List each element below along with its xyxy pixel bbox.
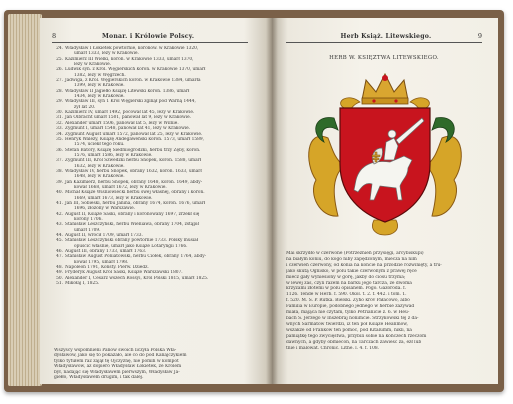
paragraph-line: Wszyscy wspomnieni Panów swoich liczyła Polska Wła- — [54, 348, 177, 353]
entry-text: August II, wrócił 1709, umarł 1733. — [65, 233, 143, 239]
entry-text: Władysław III, syn 1 Król Węgierski zginął pod Warną 1444, — [65, 99, 196, 105]
paragraph-line: Familia w Europie, podobnego jednego w herbie zażywad — [286, 304, 415, 310]
entry-continuation: 1399, leży w Krakowie. — [74, 83, 125, 89]
entry-continuation: umarł 1333, leży w Krakowie. — [74, 51, 139, 57]
entry-number: 42. — [56, 211, 63, 217]
entry-number: 50. — [56, 275, 63, 281]
entry-continuation: opuścić właśnie, umarł jako Książe Lotaryngii 1766. — [74, 243, 188, 249]
entry-number: 39. — [56, 179, 63, 185]
entry-text: Ludwik syn. z Król. Węgierskich koron. w Krakowie 1370, umarł — [65, 67, 206, 73]
entry-text: Władysław IV, herbu Snopek, obrany 1632, koron. 1633, umarł — [65, 168, 202, 174]
entry-continuation: leży w Krakowie. — [74, 62, 111, 68]
entry-text: Fryderyk August Król Saski, Książe Warszawski 1807. — [65, 270, 183, 276]
entry-number: 33. — [56, 126, 63, 132]
paragraph-line: krzyżami złotemi w polu opisanem. Pogo. Gazoroda. f. — [286, 286, 406, 292]
crown — [362, 74, 408, 104]
entry-text: Mikołaj I, 1825. — [65, 281, 100, 287]
entry-number: 34. — [56, 131, 63, 137]
entry-text: Kazimierz III Wielki, koron. w Krakowie 1333, umarł 1370, — [65, 56, 194, 62]
entry-continuation: umarł 1709. — [74, 227, 101, 233]
entry-continuation: 1576, umarł 1586, leży w Krakowie. — [74, 152, 153, 158]
entry-continuation: 1574, uciekł tego roku. — [74, 142, 125, 148]
right-page-number: 9 — [477, 32, 482, 40]
coat-of-arms-title: HERB W. KSIĘZTWA LITEWSKIEGO. — [329, 55, 439, 61]
paragraph-line: pamiątkę tego zwycięstwa, przybili sobie na kończech rzeczom — [286, 333, 427, 339]
entry-number: 46. — [56, 249, 63, 255]
paragraph-line: bach S. Jerzego w Inszebraj nonimcie. Strzykowski tej z da- — [286, 315, 419, 321]
entry-number: 26. — [56, 67, 63, 73]
page-edges — [8, 14, 42, 386]
paragraph-line: miecz gały wyniesiony w górę, jakby do ciosu trzyma; — [286, 274, 406, 280]
paragraph-line: f. 520. M. S. P. Rutka. Bielski. Żyho króv Pałacowo, albo — [286, 298, 410, 304]
book-gutter — [266, 18, 278, 384]
paragraph-line: Mai skrzydło w czerwone (Potrzeznień przysięgi, arcybiskupi) — [286, 251, 424, 256]
entry-text: Napoleon 1791, Konsty. Pierw. Dziedz. — [65, 265, 149, 271]
entry-continuation: 1632, leży w Krakowie. — [74, 163, 125, 169]
entry-text: Michał Książe Wiśniowiecki herbu swej własnej, obrany i koron. — [65, 190, 205, 196]
entry-text: Alexander I, Cesarz wszech Rossyi, Król Polski 1815, umarł 1825. — [65, 275, 209, 281]
right-page-paragraph — [286, 251, 482, 351]
entry-number: 38. — [56, 168, 63, 174]
entry-number: 27. — [56, 78, 63, 84]
entry-text: Alexander umarł 1506, panował lat 5, leży w Wilnie. — [65, 120, 179, 126]
entry-text: August II, Książe Saski, obrany i koronowany 1697, zrzekł się — [65, 211, 200, 217]
entry-number: 28. — [56, 88, 63, 94]
entry-number: 43. — [56, 222, 63, 228]
monarch-list — [54, 46, 250, 286]
right-page-header-title: Herb Książ. Litewskiego. — [340, 33, 432, 40]
entry-text: Stanisław August Poniatowski, herbu Ciołek, obrany 1764, abdy- — [65, 254, 207, 260]
entry-text: Władysław II Jagiełło Książę Litewski koron. 1386, umarł — [65, 88, 190, 94]
entry-text: Zygmunt I, umarł 1548, panował lat 41, leży w Krakowie. — [65, 126, 191, 132]
entry-continuation: żył lat 20. — [74, 104, 96, 110]
monarch-entry — [54, 281, 250, 286]
paragraph-line: giełło, Władysławem drugim, i tak dalej. — [54, 375, 144, 381]
entry-number: 30. — [56, 110, 63, 116]
entry-number: 49. — [56, 270, 63, 276]
paragraph-line: miała, mająca nie czytam, tylko Petrianicie z. 6. w Heu- — [286, 310, 410, 316]
paragraph-line: na białym koniu, do kogo niby zapędzonym, miecza na nim — [286, 256, 417, 262]
left-page-header — [52, 32, 248, 40]
coat-of-arms-illustration — [304, 68, 466, 248]
entry-number: 32. — [56, 120, 63, 126]
left-page-number: 8 — [52, 32, 57, 40]
paragraph-line: Władysławów, aż dopiero Władysław Łokietek, ze Królem — [54, 364, 182, 370]
paragraph-line: był, nadając się Władysławem pierwszym, Władysław Ja- — [54, 369, 180, 375]
entry-number: 24. — [56, 46, 63, 51]
entry-text: Zygmunt III, Król Szwedzki herbu Snopek, koron. 1588, umarł — [65, 158, 202, 164]
entry-continuation: kował 1668, umarł 1672, leży w Krakowie. — [74, 184, 167, 190]
paragraph-line: wnych Sarmatów twierdzi, iż ten pół Książe Heanmow, — [286, 321, 408, 327]
entry-number: 31. — [56, 115, 63, 121]
entry-text: Kazimierz IV, umarł 1492, pocował lat 45, leży w Krakowie. — [65, 110, 195, 116]
entry-number: 41. — [56, 200, 63, 206]
entry-text: Zygmunt August umarł 1572, panował lat 25, leży w Krakowie. — [65, 131, 203, 137]
entry-text: Jan Olbracht umarł 1501, panował lat 9, leży w Krakowie. — [65, 115, 191, 121]
paragraph-line: tnie i malowat. Chronic. Lithe. l. 4. f. 108. — [286, 345, 380, 351]
entry-number: 35. — [56, 136, 63, 142]
entry-continuation: 1696, złożony w Warszawie. — [74, 206, 136, 212]
right-header-rule — [286, 42, 482, 43]
paragraph-line: dysławów, jako się to pokazało, ale co do pod Kanajczykiem — [54, 353, 187, 359]
right-page — [272, 18, 498, 384]
paragraph-line: 1126. Tende w Herb. f. 590. Okol. t. 2. f. 442. i tom. 1. — [286, 292, 407, 298]
entry-number: 37. — [56, 158, 63, 164]
entry-text: Stanisław Leszczyński, herbu Wieniawa, obrany 1704, zstąpił — [65, 222, 199, 228]
entry-continuation: 1382, leży w Węgrzech. — [74, 72, 126, 78]
entry-number: 25. — [56, 56, 63, 62]
entry-text: Jadwiga, z Król. Węgierskich koron. w Krakowie 1384, umarła — [65, 78, 201, 84]
left-page-header-title: Monar. i Królowie Polscy. — [101, 33, 195, 40]
entry-text: Stefan Batory, Książę Siedmiogrodzki, herbu trzy Zęby, koron. — [65, 147, 201, 153]
entry-text: Jan III, Sobieski, herbu Janina, obrany 1674, koron. 1676, umarł — [65, 200, 206, 206]
entry-number: 51. — [56, 281, 63, 287]
paragraph-line: dawnych, a gdyby obmiecon, na Tarczach zawieść za, ezł lub — [286, 339, 422, 345]
left-header-rule — [52, 42, 248, 43]
entry-continuation: 1669, umarł 1673, leży w Krakowie. — [74, 195, 153, 201]
entry-number: 29. — [56, 99, 63, 105]
entry-number: 47. — [56, 254, 63, 260]
entry-number: 36. — [56, 147, 63, 153]
left-page-paragraph — [54, 348, 250, 380]
entry-number: 40. — [56, 190, 63, 196]
entry-continuation: 1648, leży w Krakowie. — [74, 174, 125, 180]
entry-number: 44. — [56, 233, 63, 239]
right-page-header — [286, 32, 482, 40]
paragraph-line: i czerwień czerwony, od konia na koncie na przodzie rozwinięty, a tru- — [286, 262, 442, 268]
entry-text: Henryk Walezy, Książę Andegaweński koron. 1573, umarł 1589, — [65, 136, 204, 142]
paragraph-line: wszakże od Franków ten pomoc, pod Kitalumm, nikli, na — [286, 327, 412, 333]
entry-number: 48. — [56, 265, 63, 271]
entry-text: August III, obrany 1733, umarł 1763. — [65, 249, 147, 255]
entry-continuation: korony 1706. — [74, 217, 103, 222]
entry-number: 45. — [56, 238, 63, 244]
entry-continuation: 1434, leży w Krakowie. — [74, 94, 125, 100]
paragraph-line: tylko tytułem raz zajął tę Ojczyznę, nie pomiń w kompot — [54, 358, 179, 364]
entry-text: Władysław I Łokietek powtórnie, koronow. w Krakowie 1320, — [65, 46, 199, 51]
entry-text: Stanisław Leszczyński obrany powtórnie 1733. Polsky musiał — [65, 238, 199, 244]
left-page — [40, 18, 272, 384]
entry-text: Jan Kazimierz, herbu Snopek, obrany 1648, koron. 1649, abdy- — [65, 179, 203, 185]
entry-continuation: kował 1795, umarł 1798. — [74, 259, 129, 265]
paragraph-line: jako skutą Ognisko, w polu takie czerwonym z prawej ręce — [286, 268, 417, 274]
paragraph-line: w lewej zaś, czyli razem na barku jego tarcza, ze dwoma — [286, 280, 412, 286]
